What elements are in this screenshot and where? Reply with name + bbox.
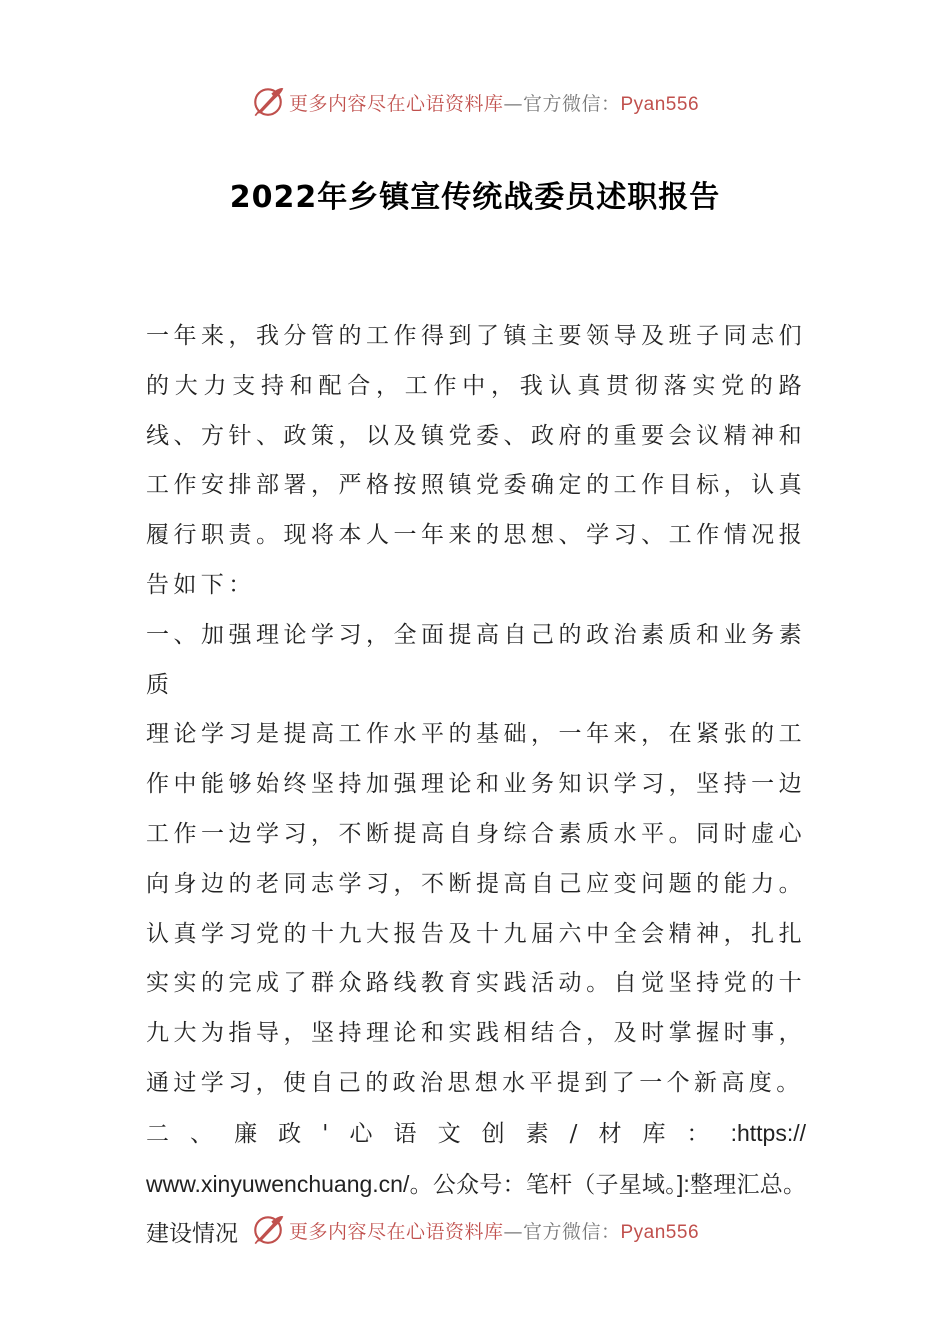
watermark-banner-bottom (0, 1210, 950, 1250)
watermark-dash: — (503, 92, 523, 115)
watermark-main: 更多内容尽在心语资料库 (288, 92, 504, 115)
heading-section-1: 一、加强理论学习，全面提高自己的政治素质和业务素质 (146, 621, 806, 698)
heading-section-2-after-url: 。公众号：笔杆（子星域。 (409, 1171, 678, 1198)
bracket-mark: ]: (677, 1170, 690, 1197)
watermark-banner-top (0, 82, 950, 122)
quill-logo-icon (251, 1213, 285, 1247)
url-start: :https:// (730, 1119, 806, 1146)
watermark-label: 官方微信： (522, 1220, 621, 1243)
heading-section-2-tail: 整理汇总。建设情况 (146, 1171, 807, 1248)
paragraph-intro: 一年来，我分管的工作得到了镇主要领导及班子同志们的大力支持和配合，工作中，我认真贯彻落实党的路线、方针、政策，以及镇党委、政府的重要会议精神和工作安排部署，严格按照镇党委确定的工作目标，认真履行职责。现将本人一年来的思想、学习、工作情况报告如下： (146, 323, 806, 598)
watermark-label: 官方微信： (522, 92, 621, 115)
watermark-account: Pyan556 (620, 1221, 700, 1243)
heading-section-2-prefix: 二、廉政'心语文创素/材库： (146, 1120, 731, 1147)
heading-section-2-line1 (146, 1109, 806, 1160)
watermark-text (289, 1217, 699, 1244)
watermark-main: 更多内容尽在心语资料库 (288, 1220, 504, 1243)
document-title: 2022年乡镇宣传统战委员述职报告 (229, 180, 721, 215)
watermark-text (289, 89, 699, 116)
quill-logo-icon (251, 85, 285, 119)
paragraph-section-1: 理论学习是提高工作水平的基础，一年来，在紧张的工作中能够始终坚持加强理论和业务知识学习，坚持一边工作一边学习，不断提高自身综合素质水平。同时虚心向身边的老同志学习，不断提高自己应变问题的能力。认真学习党的十九大报告及十九届六中全会精神，扎扎实实的完成了群众路线教育实践活动。自觉坚持党的十九大为指导，坚持理论和实践相结合，及时掌握时事，通过学习，使自己的政治思想水平提到了一个新高度。 (146, 721, 806, 1096)
document-body (146, 312, 806, 1260)
watermark-dash: — (503, 1220, 523, 1243)
watermark-account: Pyan556 (620, 93, 700, 115)
url-link[interactable]: www.xinyuwenchuang.cn/ (146, 1170, 410, 1197)
